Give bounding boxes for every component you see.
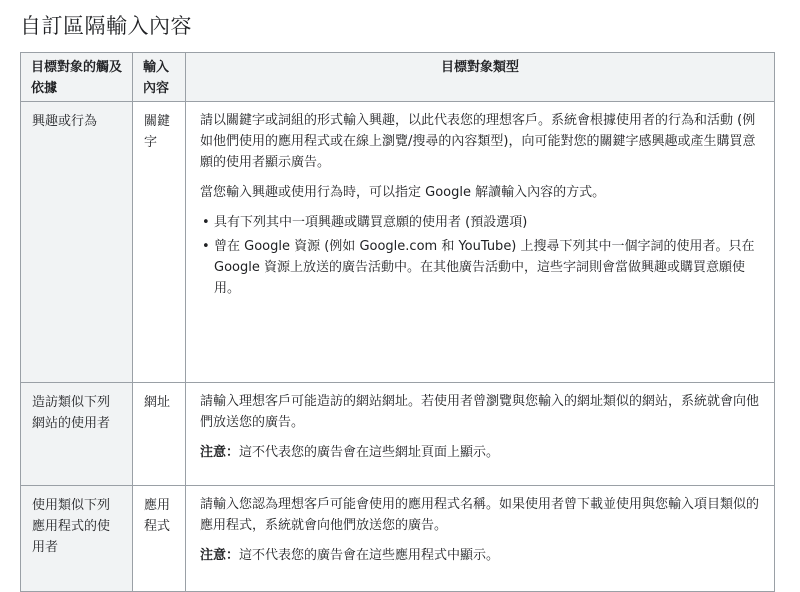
note-text: 這不代表您的廣告會在這些應用程式中顯示。	[239, 548, 500, 563]
note-paragraph	[200, 442, 760, 463]
description-paragraph: 請以關鍵字或詞組的形式輸入興趣，以此代表您的理想客戶。系統會根據使用者的行為和活動 (例如他們使用的應用程式或在線上瀏覽/搜尋的內容類型)，向可能對您的關鍵字感興趣或產生購買意願的使用者顯示廣告。	[200, 113, 756, 170]
cell-description-interests	[186, 102, 775, 383]
column-header-input: 輸入內容	[133, 53, 186, 102]
cell-basis-websites: 造訪類似下列網站的使用者	[21, 383, 133, 486]
column-header-basis: 目標對象的觸及依據	[21, 53, 133, 102]
cell-description-websites	[186, 383, 775, 486]
segment-input-table	[20, 52, 775, 592]
cell-input-apps: 應用程式	[133, 486, 186, 592]
cell-description-apps	[186, 486, 775, 592]
note-label: 注意：	[200, 548, 240, 563]
description-paragraph: 請輸入您認為理想客戶可能會使用的應用程式名稱。如果使用者曾下載並使用與您輸入項目類似的應用程式，系統就會向他們放送您的廣告。	[200, 497, 760, 533]
page-title: 自訂區隔輸入內容	[20, 14, 192, 38]
table-row-apps	[21, 486, 775, 592]
cell-input-urls: 網址	[133, 383, 186, 486]
cell-basis-interests: 興趣或行為	[21, 102, 133, 383]
note-paragraph	[200, 545, 760, 566]
cell-basis-apps: 使用類似下列應用程式的使用者	[21, 486, 133, 592]
list-item: • 曾在 Google 資源 (例如 Google.com 和 YouTube) 上搜尋下列其中一個字詞的使用者。只在 Google 資源上放送的廣告活動中。在其他廣告活動中，這些字詞則會當做興趣或購買意願使用。	[214, 236, 760, 299]
table-row-websites	[21, 383, 775, 486]
column-header-type: 目標對象類型	[186, 53, 775, 102]
description-paragraph: 當您輸入興趣或使用行為時，可以指定 Google 解讀輸入內容的方式。	[200, 185, 606, 200]
description-paragraph: 請輸入理想客戶可能造訪的網站網址。若使用者曾瀏覽與您輸入的網址類似的網站，系統就會向他們放送您的廣告。	[200, 394, 760, 430]
table-row-interests	[21, 102, 775, 383]
note-text: 這不代表您的廣告會在這些網址頁面上顯示。	[239, 445, 500, 460]
cell-input-keywords: 關鍵字	[133, 102, 186, 383]
list-item: • 具有下列其中一項興趣或購買意願的使用者 (預設選項)	[214, 212, 760, 233]
note-label: 注意：	[200, 445, 240, 460]
table-header-row	[21, 53, 775, 102]
interpretation-options-list	[200, 212, 760, 299]
